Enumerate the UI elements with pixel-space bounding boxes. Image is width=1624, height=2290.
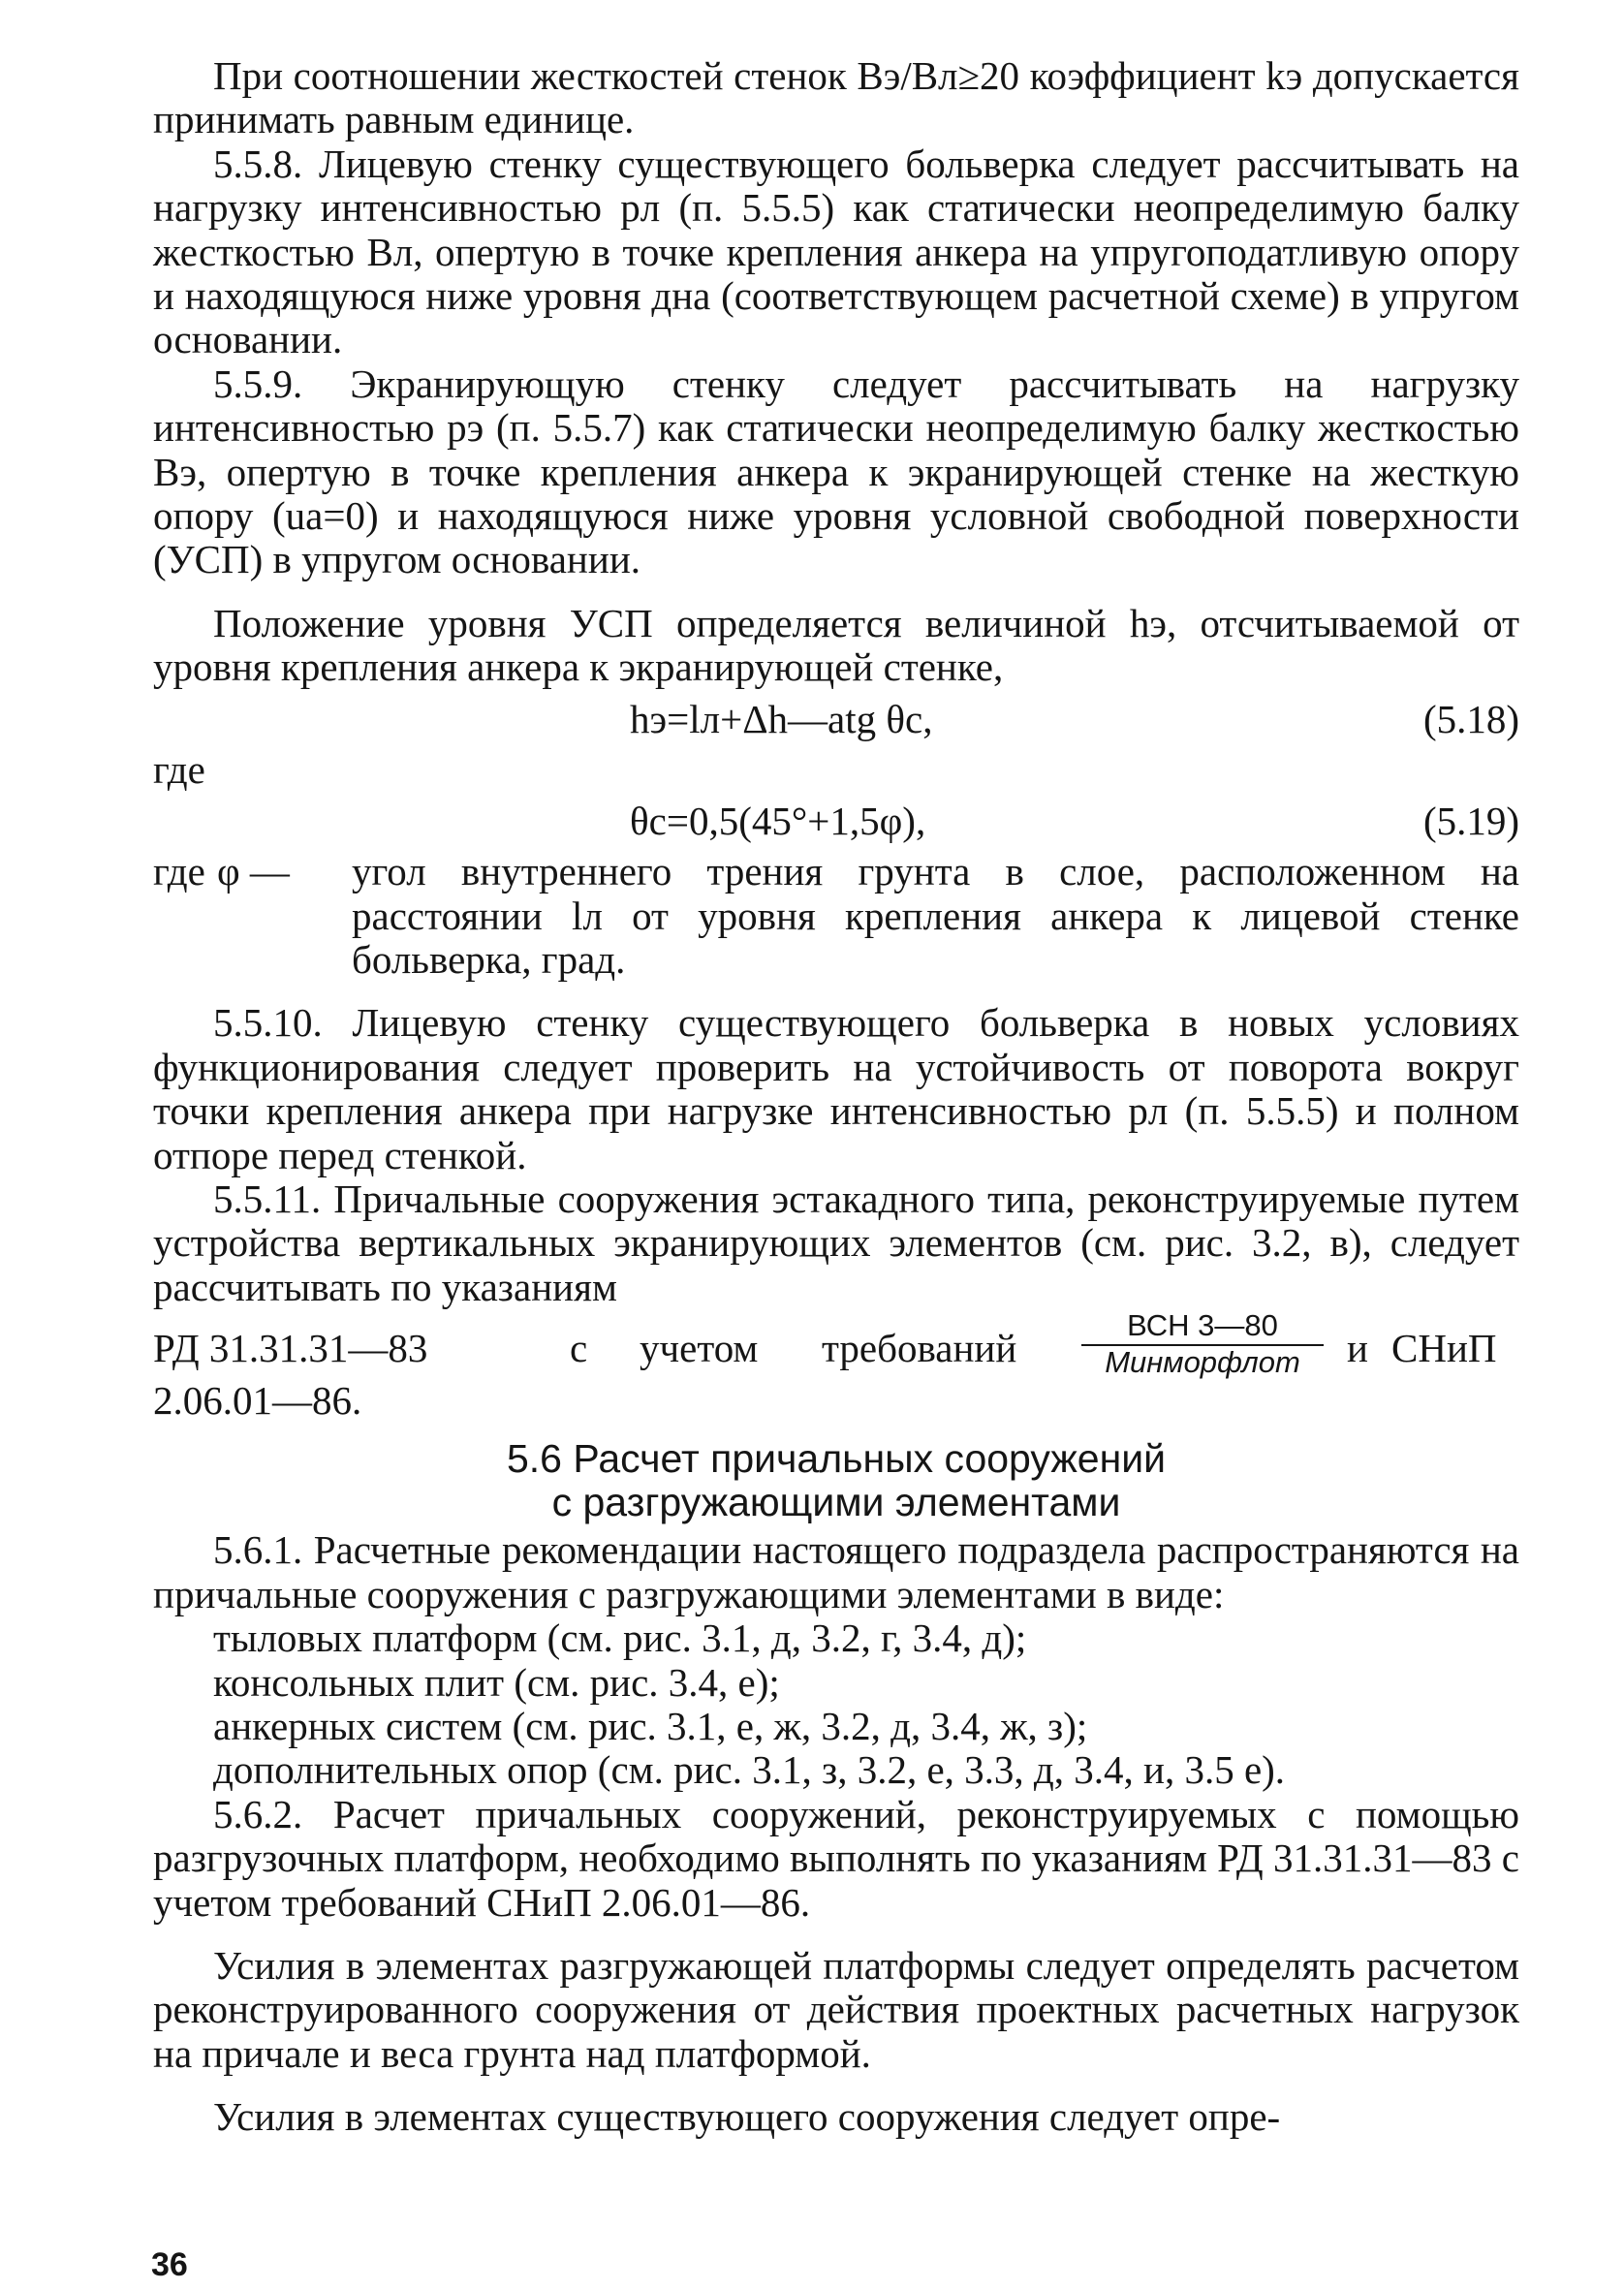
formula-5-18-expression: hэ=lл+Δh—atg θc, — [630, 696, 933, 741]
phi-definition-text: угол внутреннего трения грунта в слое, расположенном на расстоянии lл от уровня крепления анкера к лицевой стенке больверка, град. — [352, 849, 1519, 982]
section-heading-line-2: с разгружающими элементами — [551, 1479, 1121, 1524]
paragraph-5-5-11-tail: 2.06.01—86. — [153, 1378, 362, 1424]
reference-fraction — [1081, 1309, 1324, 1379]
paragraph-5-5-11: 5.5.11. Причальные сооружения эстакадного типа, реконструируемые путем устройства вертикальных экранирующих элементов (см. рис. 3.2, в), следует рассчитывать по указаниям — [153, 1176, 1519, 1309]
page-number: 36 — [151, 2246, 188, 2283]
section-heading-line-1: 5.6 Расчет причальных сооружений — [506, 1435, 1167, 1481]
list-item: тыловых платформ (см. рис. 3.1, д, 3.2, г, 3.4, д); — [213, 1616, 1027, 1661]
paragraph-usp-level: Положение уровня УСП определяется величиной hэ, отсчитываемой от уровня крепления анкера к экранирующей стенке, — [153, 600, 1519, 690]
reference-line — [153, 1309, 1519, 1379]
phi-symbol: φ — — [217, 849, 290, 894]
reference-treb: требований — [822, 1326, 1017, 1371]
list-item: консольных плит (см. рис. 3.4, е); — [213, 1659, 780, 1705]
fraction-numerator: ВСН 3—80 — [1081, 1309, 1324, 1346]
phi-definition — [153, 850, 1519, 982]
formula-5-18 — [153, 696, 1519, 742]
fraction-denominator: Минморфлот — [1105, 1345, 1300, 1380]
paragraph-stiffness-ratio: При соотношении жесткостей стенок Bэ/Bл≥20 коэффициент kэ допускается принимать равным единице. — [153, 53, 1519, 142]
reference-c: с — [570, 1326, 588, 1371]
reference-snip: СНиП — [1391, 1326, 1497, 1371]
page-content — [153, 54, 1519, 2140]
reference-rd: РД 31.31.31—83 — [153, 1326, 428, 1371]
where-label-1: где — [153, 746, 205, 792]
element-list — [153, 1616, 1519, 1793]
paragraph-existing-forces: Усилия в элементах существующего сооружения следует опре- — [213, 2094, 1281, 2140]
paragraph-5-5-8: 5.5.8. Лицевую стенку существующего больверка следует рассчитывать на нагрузку интенсивностью pл (п. 5.5.5) как статически неопределимую балку жесткостью Bл, опертую в точке крепления анкера на упругоподатливую опору и находящуюся ниже уровня дна (соответствующем расчетной схеме) в упругом основании. — [153, 141, 1519, 362]
list-item: анкерных систем (см. рис. 3.1, е, ж, 3.2, д, 3.4, ж, з); — [213, 1704, 1088, 1748]
formula-5-19 — [153, 798, 1519, 844]
formula-5-19-expression: θc=0,5(45°+1,5φ), — [630, 799, 926, 844]
paragraph-5-5-10: 5.5.10. Лицевую стенку существующего больверка в новых условиях функционирования следует проверить на устойчивость от поворота вокруг точки крепления анкера при нагрузке интенсивностью pл (п. 5.5.5) и полном отпоре перед стенкой. — [153, 1000, 1519, 1177]
formula-5-18-number: (5.18) — [1422, 696, 1519, 741]
reference-i: и — [1347, 1326, 1368, 1371]
formula-5-19-number: (5.19) — [1422, 799, 1519, 844]
reference-uchetom: учетом — [640, 1326, 759, 1371]
where-label-2: где — [153, 849, 205, 894]
paragraph-5-6-2: 5.6.2. Расчет причальных сооружений, реконструируемых с помощью разгрузочных платформ, необходимо выполнять по указаниям РД 31.31.31—83 с учетом требований СНиП 2.06.01—86. — [153, 1791, 1519, 1925]
paragraph-5-6-1: 5.6.1. Расчетные рекомендации настоящего подраздела распространяются на причальные сооружения с разгружающими элементами в виде: — [153, 1527, 1519, 1616]
paragraph-5-5-9: 5.5.9. Экранирующую стенку следует рассчитывать на нагрузку интенсивностью pэ (п. 5.5.7) как статически неопределимую балку жесткостью Bэ, опертую в точке крепления анкера к экранирующей стенке на жесткую опору (uа=0) и находящуюся ниже уровня условной свободной поверхности (УСП) в упругом основании. — [153, 361, 1519, 582]
list-item: дополнительных опор (см. рис. 3.1, з, 3.2, е, 3.3, д, 3.4, и, 3.5 е). — [213, 1747, 1286, 1793]
paragraph-platform-forces: Усилия в элементах разгружающей платформы следует определять расчетом реконструированного сооружения от действия проектных расчетных нагрузок на причале и веса грунта над платформой. — [153, 1943, 1519, 2076]
section-heading — [153, 1437, 1519, 1525]
